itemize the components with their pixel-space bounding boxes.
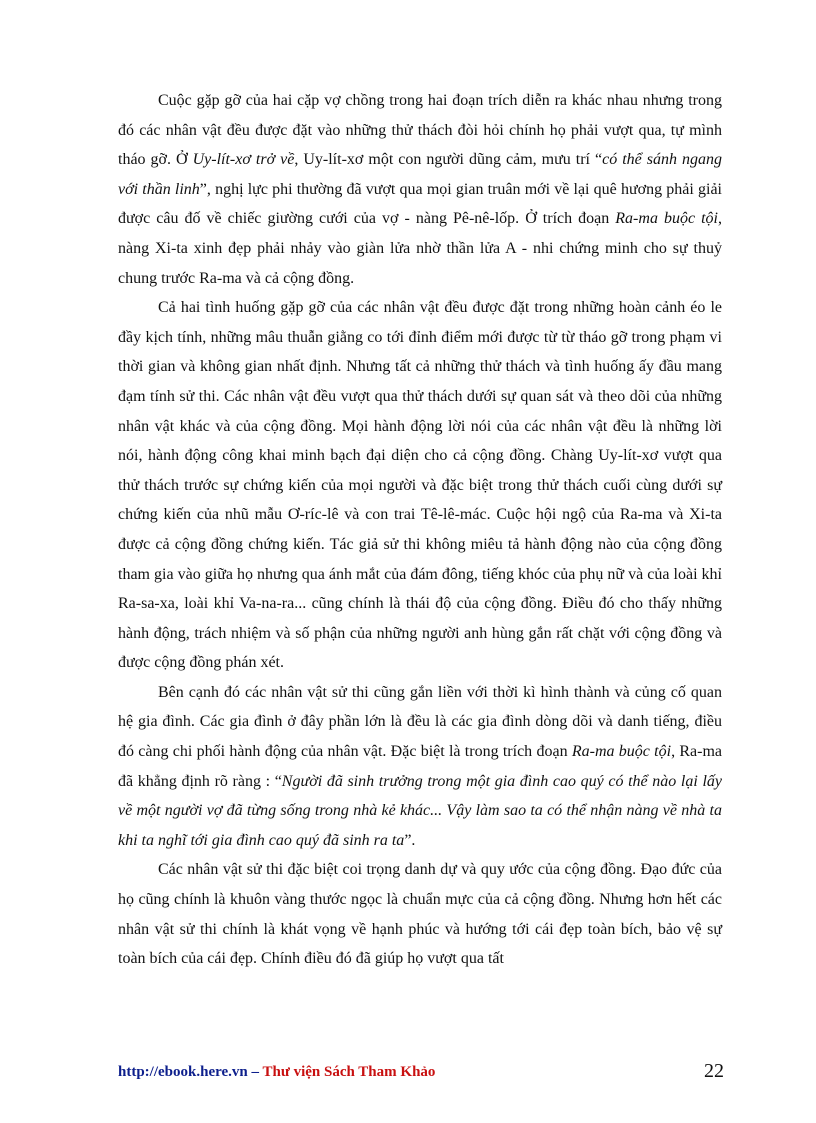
- paragraph-4-text: Các nhân vật sử thi đặc biệt coi trọng danh dự và quy ước của cộng đồng. Đạo đức của họ cũng chính là khuôn vàng thước ngọc là chuẩn mực của cả cộng đồng. Nhưng hơn hết các nhân vật sử thi chính là khát vọng về hạnh phúc và hướng tới cái đẹp toàn bích, bảo vệ sự toàn bích của cái đẹp. Chính điều đó đã giúp họ vượt qua tất: [118, 861, 722, 968]
- paragraph-1-text: Cuộc gặp gỡ của hai cặp vợ chồng trong hai đoạn trích diễn ra khác nhau nhưng trong đó các nhân vật đều được đặt vào những thử thách đòi hỏi chính họ phải vượt qua, tự mình tháo gỡ. Ở: [118, 92, 722, 169]
- document-body: [118, 86, 722, 974]
- paragraph-3-text: Bên cạnh đó các nhân vật sử thi cũng gắn liền với thời kì hình thành và củng cố quan hệ gia đình. Các gia đình ở đây phần lớn là đều là các gia đình dòng dõi và danh tiếng, điều đó càng chi phối hành động của nhân vật. Đặc biệt là trong trích đoạn: [118, 683, 722, 761]
- footer-source: [118, 1064, 435, 1081]
- quote-than-linh: có thể sánh ngang với thần linh: [118, 151, 723, 198]
- paragraph-1-text: ”, nghị lực phi thường đã vượt qua mọi gian truân mới về lại quê hương phải giải được câu đố về chiếc giường cưới của vợ - nàng Pê-nê-lốp. Ở trích đoạn: [118, 180, 723, 228]
- page-footer: [118, 1060, 724, 1088]
- title-uy-lit-xo-tro-ve: Uy-lít-xơ trở về: [192, 151, 295, 169]
- paragraph-1-text: , Uy-lít-xơ một con người dũng cảm, mưu trí “: [294, 151, 603, 169]
- page-number: 22: [704, 1060, 724, 1082]
- paragraph-3: [118, 678, 722, 856]
- footer-separator: –: [247, 1064, 263, 1080]
- paragraph-2-text: Cả hai tình huống gặp gỡ của các nhân vật đều được đặt trong những hoàn cảnh éo le đầy kịch tính, những mâu thuẫn giằng co tới đỉnh điểm mới được từ từ tháo gỡ trong phạm vi thời gian và không gian nhất định. Nhưng tất cả những thử thách và tình huống ấy đầu mang đạm tính sử thi. Các nhân vật đều vượt qua thử thách dưới sự quan sát và theo dõi của những nhân vật khác và của cộng đồng. Mọi hành động lời nói của các nhân vật đều là những lời nói, hành động công khai minh bạch đại diện cho cả cộng đồng. Chàng Uy-lít-xơ vượt qua thử thách trước sự chứng kiến của mọi người và đặc biệt trong thử thách cuối cùng dưới sự chứng kiến của nhũ mẫu Ơ-ríc-lê và con trai Tê-lê-mác. Cuộc hội ngộ của Ra-ma và Xi-ta được cả cộng đồng chứng kiến. Tác giả sử thi không miêu tả hành động nào của cộng đồng tham gia vào giữa họ nhưng qua ánh mắt của đám đông, tiếng khóc của phụ nữ và của loài khỉ Ra-sa-xa, loài khỉ Va-na-ra... cũng chính là thái độ của cộng đồng. Điều đó cho thấy những hành động, trách nhiệm và số phận của những người anh hùng gắn rất chặt với cộng đồng và được cộng đồng phán xét.: [118, 299, 722, 672]
- paragraph-4: [118, 855, 722, 973]
- paragraph-1: [118, 86, 722, 293]
- footer-library-name: Thư viện Sách Tham Khảo: [262, 1064, 436, 1080]
- paragraph-2: [118, 293, 722, 678]
- quote-ra-ma: Người đã sinh trưởng trong một gia đình cao quý có thể nào lại lấy về một người vợ đã từng sống trong nhà kẻ khác... Vậy làm sao ta có thể nhận nàng về nhà ta khi ta nghĩ tới gia đình cao quý đã sinh ra ta: [118, 772, 723, 849]
- paragraph-3-text: , Ra-ma đã khẳng định rõ ràng : “: [118, 743, 723, 790]
- paragraph-1-text: , nàng Xi-ta xinh đẹp phải nhảy vào giàn lửa nhờ thần lửa A - nhi chứng minh cho sự thuỷ chung trước Ra-ma và cả cộng đồng.: [118, 210, 722, 287]
- title-ra-ma-buoc-toi: Ra-ma buộc tội: [571, 743, 672, 761]
- footer-url-link[interactable]: http://ebook.here.vn: [118, 1064, 248, 1080]
- paragraph-3-text: ”.: [404, 831, 416, 849]
- title-ra-ma-buoc-toi: Ra-ma buộc tội: [615, 210, 718, 228]
